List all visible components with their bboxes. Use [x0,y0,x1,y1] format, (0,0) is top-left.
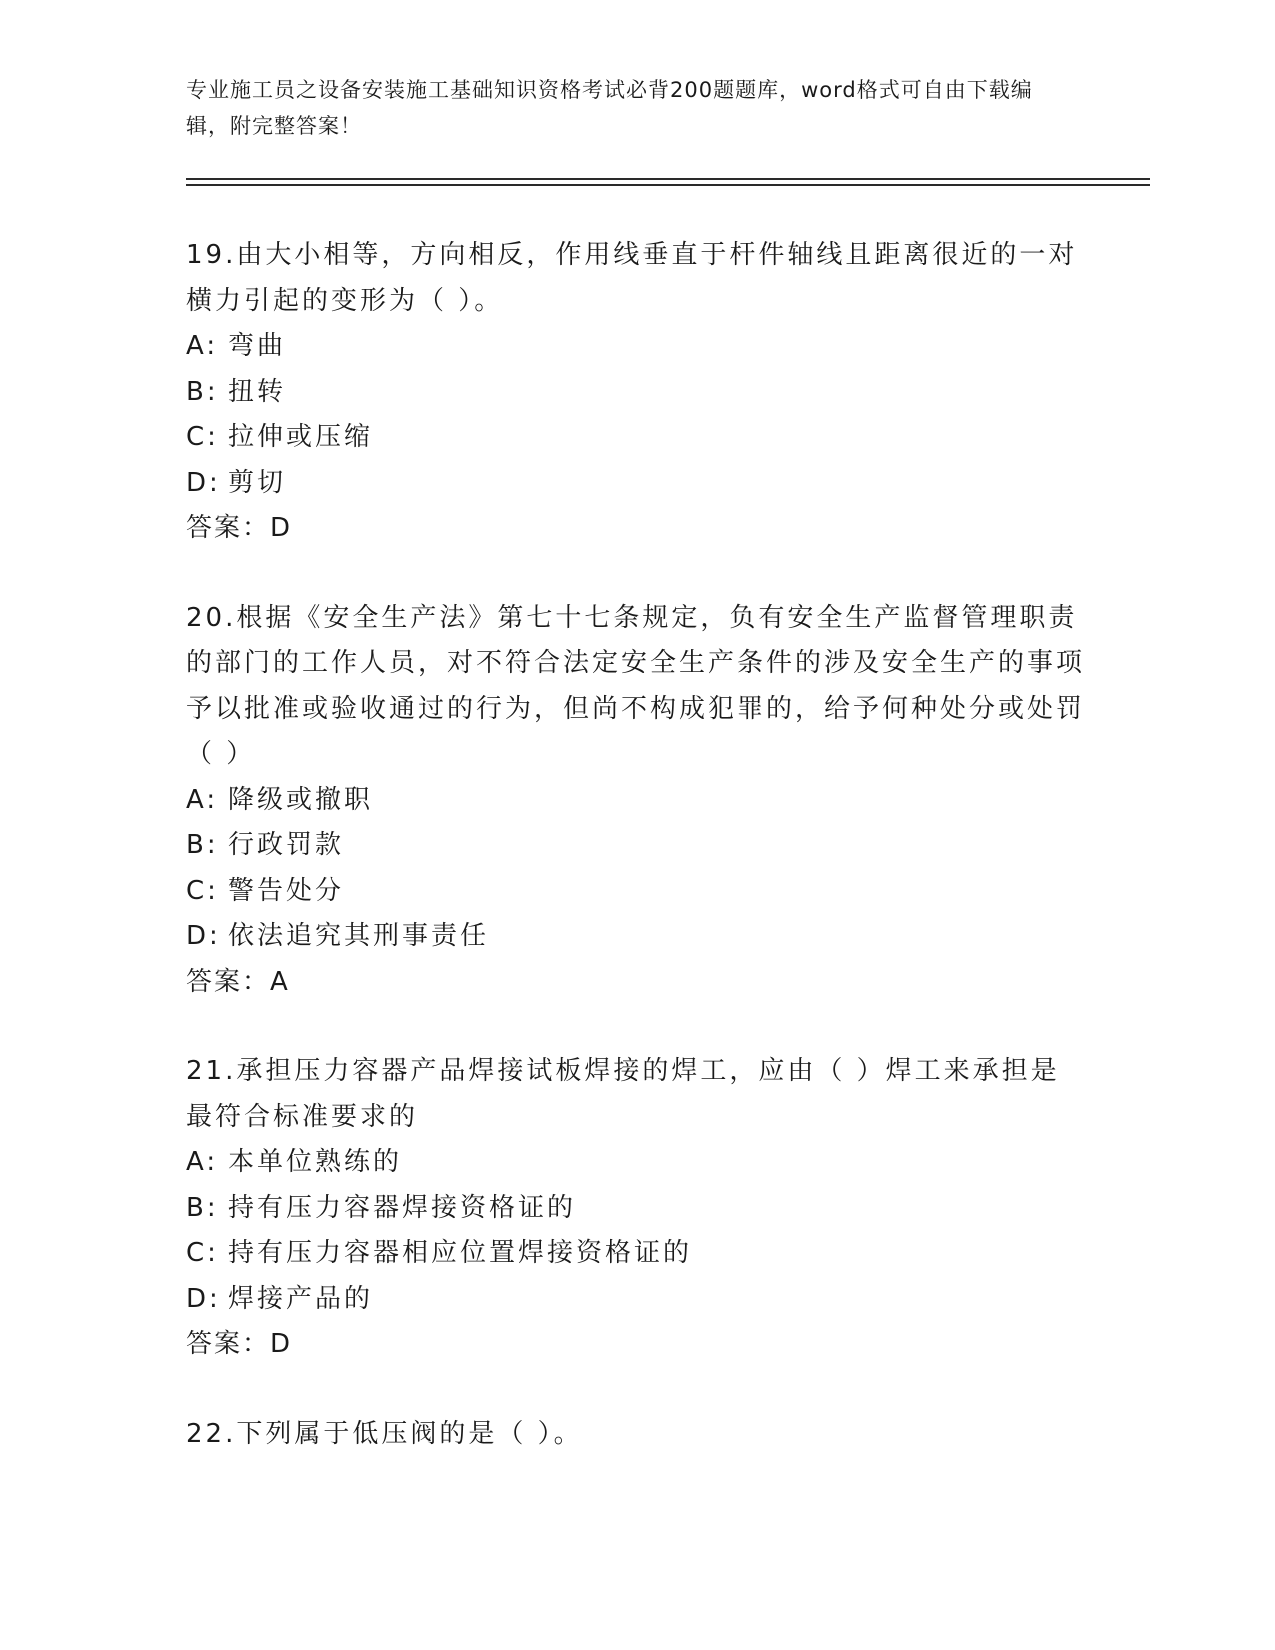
option-c [186,1231,1086,1277]
document-header: 专业施工员之设备安装施工基础知识资格考试必背200题题库，word格式可自由下载编辑，附完整答案！ [186,78,1033,138]
question-stem: 22.下列属于低压阀的是（ ）。 [186,1418,583,1449]
header-divider-bottom [186,184,1150,186]
question-21 [186,1049,1086,1368]
option-letter: C: [186,422,219,452]
option-letter: C: [186,875,219,906]
option-letter: B: [186,830,219,860]
option-b [186,370,1086,416]
option-d [186,914,1086,960]
question-stem: 20.根据《安全生产法》第七十七条规定，负有安全生产监督管理职责的部门的工作人员，对不符合法定安全生产条件的涉及安全生产的事项予以批准或验收通过的行为，但尚不构成犯罪的，给予何种处分或处罚（ ） [186,602,1086,769]
option-letter: D: [186,1283,221,1314]
option-text: 警告处分 [228,875,345,906]
answer-line: 答案：A [186,966,290,997]
question-22 [186,1412,1086,1458]
option-text: 本单位熟练的 [228,1147,403,1177]
option-text: 持有压力容器焊接资格证的 [228,1192,577,1223]
answer-line: 答案：D [186,1329,293,1359]
option-text: 降级或撤职 [228,784,374,815]
option-text: 焊接产品的 [228,1283,374,1314]
question-stem: 21.承担压力容器产品焊接试板焊接的焊工，应由（ ）焊工来承担是最符合标准要求的 [186,1056,1060,1132]
question-19 [186,233,1086,552]
answer-line: 答案：D [186,513,293,543]
option-a [186,324,1086,370]
option-a [186,1140,1086,1186]
option-d [186,1277,1086,1323]
option-a [186,778,1086,824]
option-b [186,823,1086,869]
option-b [186,1186,1086,1232]
option-letter: D: [186,921,221,951]
option-text: 剪切 [228,467,287,498]
option-letter: A: [186,331,219,361]
option-c [186,415,1086,461]
option-letter: B: [186,376,219,407]
option-letter: D: [186,467,221,498]
option-letter: C: [186,1238,219,1268]
header-divider-top [186,178,1150,180]
option-text: 弯曲 [228,331,287,361]
option-letter: A: [186,1147,219,1177]
option-text: 扭转 [228,376,287,407]
question-20 [186,596,1086,1006]
option-letter: B: [186,1192,219,1223]
option-text: 持有压力容器相应位置焊接资格证的 [228,1238,693,1268]
option-c [186,869,1086,915]
option-text: 依法追究其刑事责任 [228,921,490,951]
option-text: 拉伸或压缩 [228,422,374,452]
option-letter: A: [186,784,219,815]
question-list [186,233,1086,1501]
option-d [186,461,1086,507]
question-stem: 19.由大小相等，方向相反，作用线垂直于杆件轴线且距离很近的一对横力引起的变形为（ ）。 [186,240,1078,316]
option-text: 行政罚款 [228,830,345,860]
